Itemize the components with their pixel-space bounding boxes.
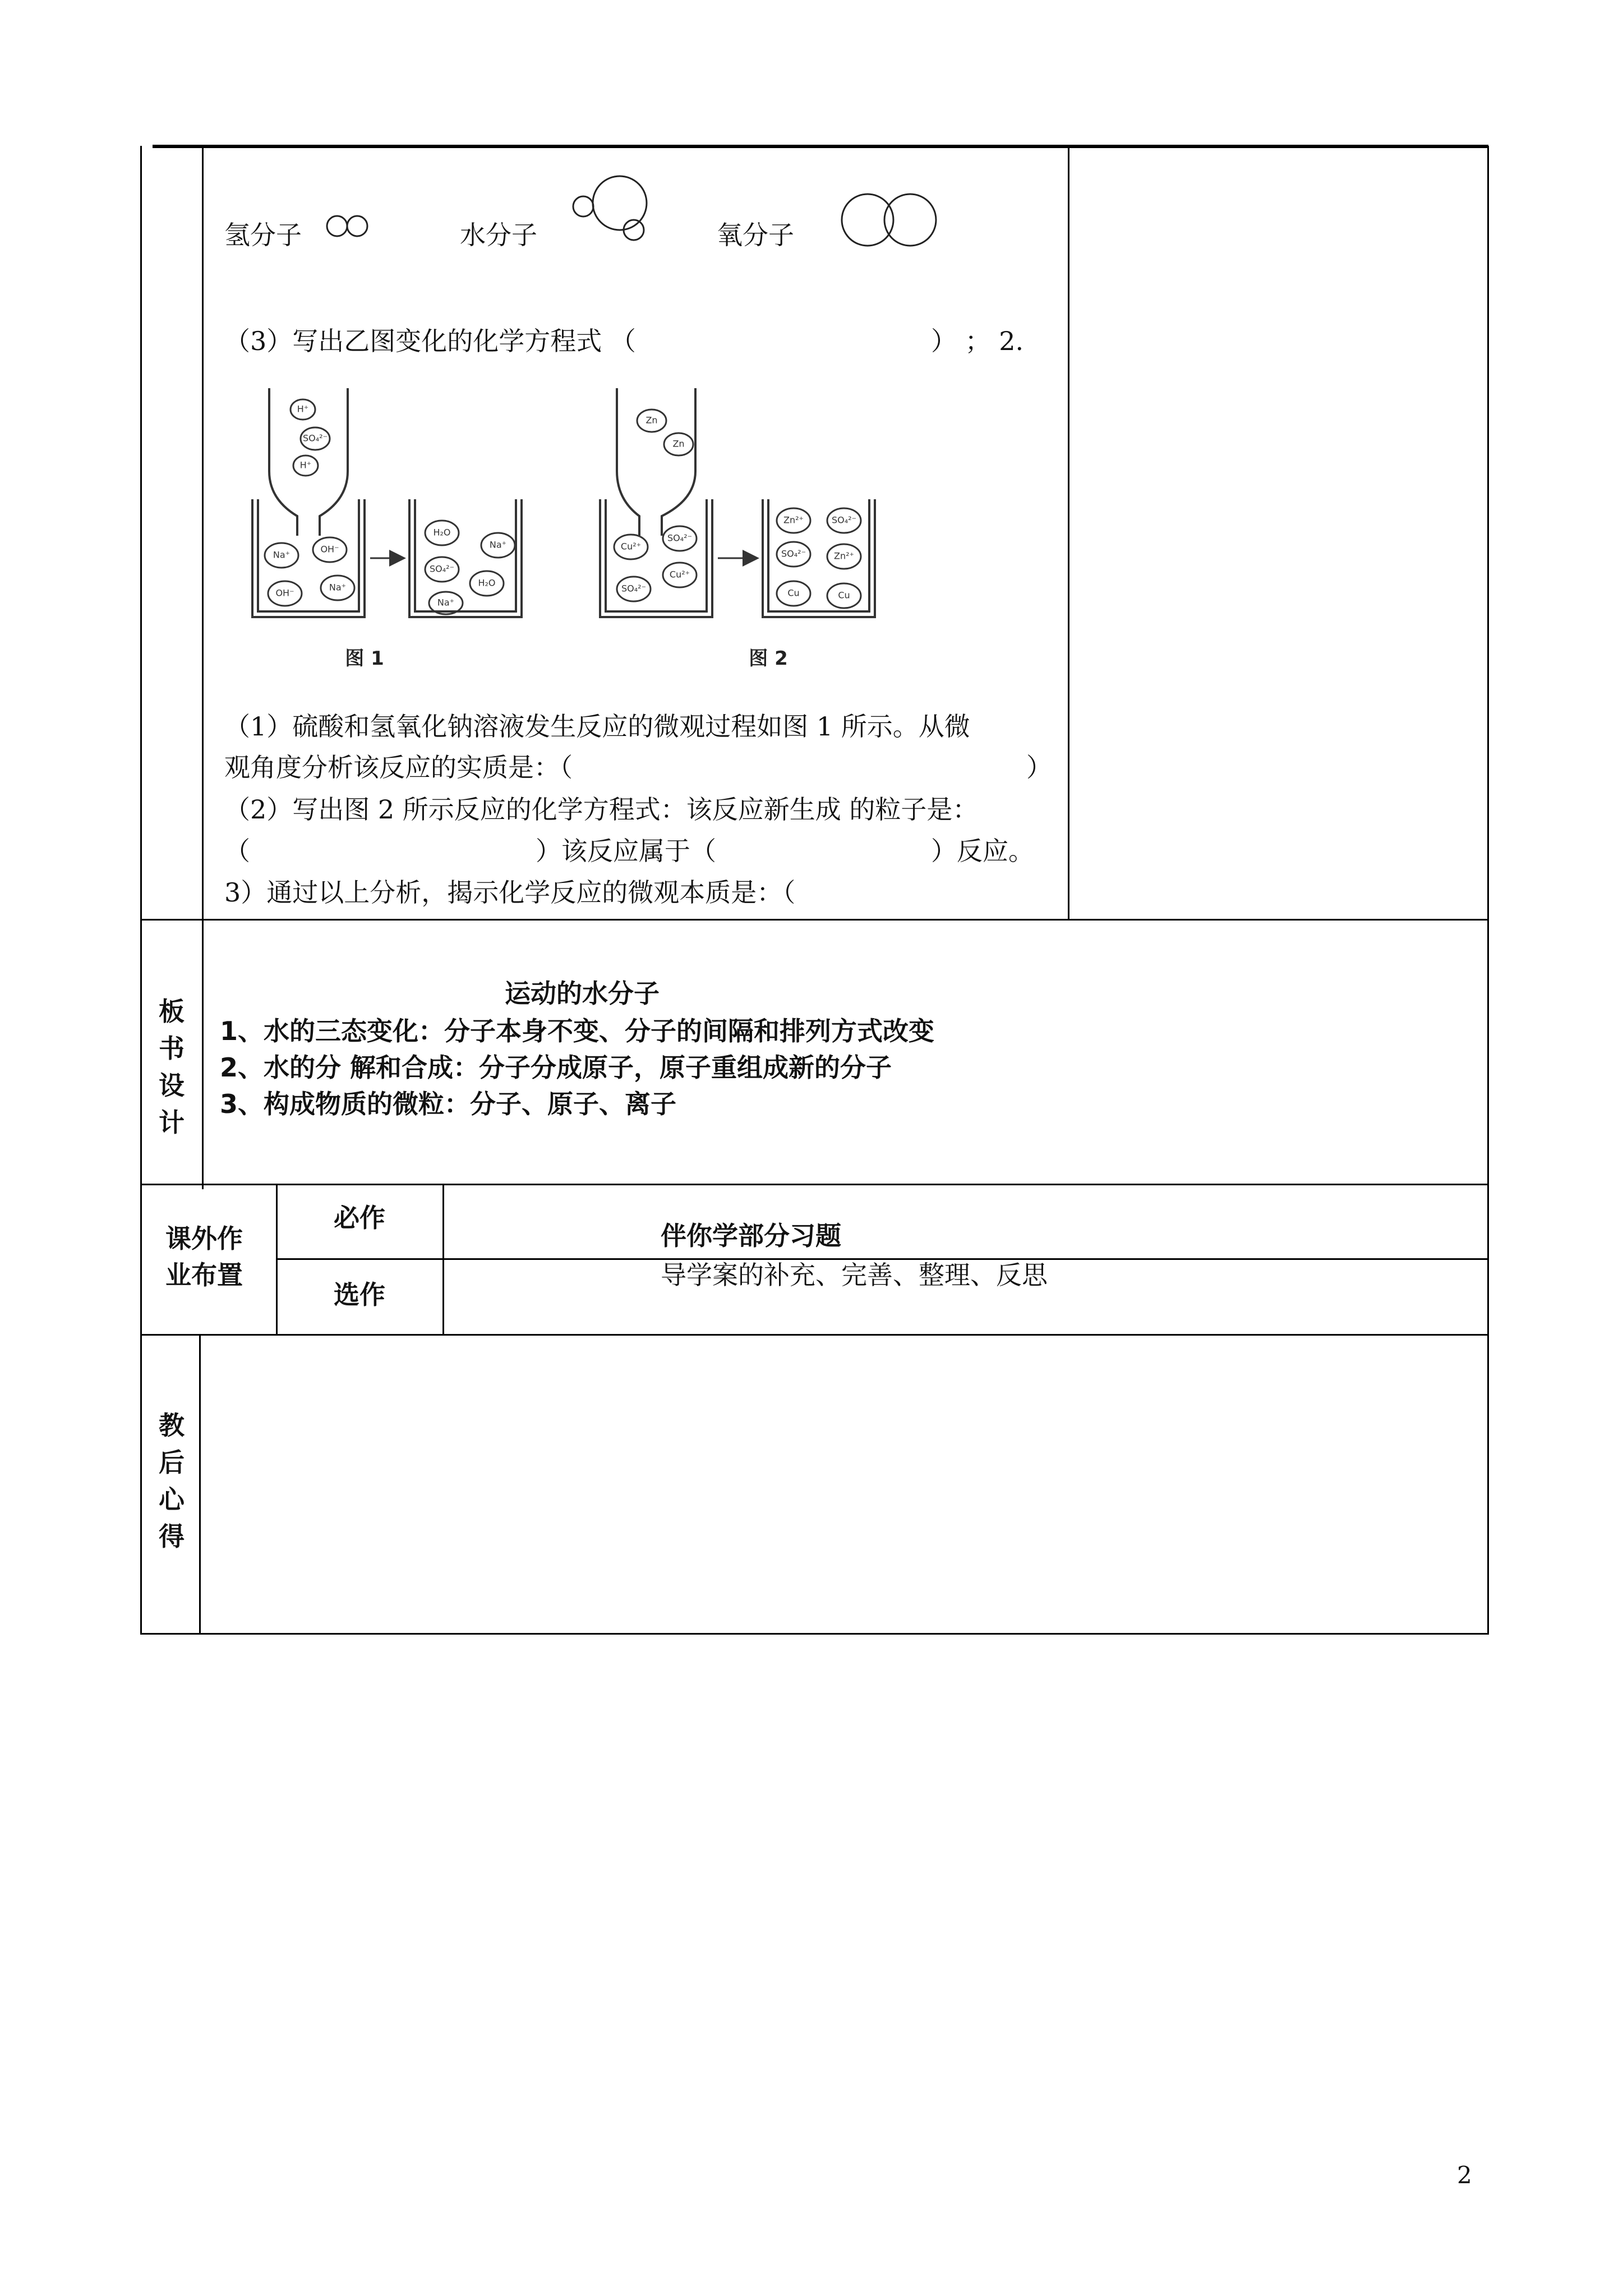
question-2-line-1: （2）写出图 2 所示反应的化学方程式：该反应新生成 的粒子是：: [224, 794, 979, 825]
fig1-funnel-ion: SO₄²⁻: [302, 432, 328, 444]
fig2-funnel-atom: Zn: [645, 415, 658, 426]
homework-side-label-line-1: 课外作: [165, 1223, 243, 1254]
fig2-before-ion: SO₄²⁻: [667, 532, 693, 544]
figure-1-caption: 图 1: [345, 647, 384, 670]
question-3-micro-essence: 3）通过以上分析，揭示化学反应的微观本质是：（: [224, 877, 796, 908]
homework-required-value: 伴你学部分习题: [661, 1221, 841, 1251]
fig1-before-ion: Na⁺: [273, 549, 291, 560]
first-row-right-divider: [1068, 146, 1069, 920]
fig2-before-ion: Cu²⁺: [669, 569, 690, 580]
hydrogen-molecule-icon: [321, 212, 377, 240]
fig1-after-particle: Na⁺: [437, 597, 455, 608]
fig2-funnel-atom: Zn: [672, 438, 685, 449]
row-divider-reflection: [140, 1334, 1489, 1336]
homework-side-label-line-2: 业布置: [165, 1260, 243, 1290]
reflection-label-divider: [199, 1334, 201, 1634]
fig1-funnel-ion: H⁺: [297, 403, 309, 415]
fig1-after-particle: SO₄²⁻: [429, 563, 455, 574]
fig1-before-ion: OH⁻: [320, 544, 339, 555]
question-3-close: ） ； 2.: [931, 326, 1024, 356]
fig2-after-particle: SO₄²⁻: [831, 514, 857, 526]
fig2-after-particle: Zn²⁺: [783, 514, 804, 526]
board-design-side-label: 板 书 设 计: [159, 996, 185, 1138]
fig2-before-ion: SO₄²⁻: [621, 583, 647, 594]
fig1-after-particle: H₂O: [433, 527, 451, 538]
reaction-figures: [236, 381, 914, 684]
table-right-border: [1487, 146, 1489, 1635]
question-2-open-paren: （: [224, 836, 250, 866]
water-molecule-label: 水分子: [460, 220, 537, 250]
question-1-line-2-end: ）: [1026, 752, 1052, 783]
question-1-line-1: （1）硫酸和氢氧化钠溶液发生反应的微观过程如图 1 所示。从微: [224, 711, 970, 742]
oxygen-molecule-icon: [838, 191, 945, 252]
page-number: 2: [1457, 2161, 1472, 2189]
homework-required-label: 必作: [334, 1203, 385, 1233]
hydrogen-molecule-label: 氢分子: [224, 220, 302, 250]
fig1-before-ion: OH⁻: [275, 587, 294, 599]
reflection-side-label: 教 后 心 得: [159, 1410, 185, 1552]
fig2-after-particle: Cu: [838, 590, 850, 601]
board-line-1: 1、水的三态变化：分子本身不变、分子的间隔和排列方式改变: [220, 1016, 935, 1046]
fig2-after-particle: Cu: [787, 587, 800, 599]
water-molecule-icon: [566, 168, 662, 247]
top-rule: [153, 145, 1488, 148]
question-1-line-2-start: 观角度分析该反应的实质是：（: [224, 752, 573, 783]
homework-optional-label: 选作: [334, 1280, 385, 1310]
table-left-border: [140, 146, 142, 1635]
board-title: 运动的水分子: [505, 978, 660, 1009]
fig2-after-particle: Zn²⁺: [834, 550, 854, 562]
first-row-label-divider: [202, 146, 204, 1189]
homework-optional-value: 导学案的补充、完善、整理、反思: [661, 1260, 1048, 1290]
board-line-3: 3、构成物质的微粒：分子、原子、离子: [220, 1089, 677, 1119]
table-bottom-border: [140, 1633, 1489, 1635]
fig2-before-ion: Cu²⁺: [620, 541, 642, 552]
board-line-2: 2、水的分 解和合成：分子分成原子，原子重组成新的分子: [220, 1052, 892, 1083]
fig1-after-particle: H₂O: [478, 577, 496, 588]
question-2-reaction-type-end: ）反应。: [931, 836, 1034, 866]
fig1-after-particle: Na⁺: [489, 539, 507, 550]
fig1-funnel-ion: H⁺: [299, 459, 312, 471]
fig2-after-particle: SO₄²⁻: [781, 548, 806, 559]
oxygen-molecule-label: 氧分子: [717, 220, 794, 250]
question-3-equation: （3）写出乙图变化的化学方程式 （: [224, 326, 636, 356]
row-divider-board: [140, 919, 1489, 921]
row-divider-homework: [140, 1184, 1489, 1185]
figure-2-caption: 图 2: [749, 647, 788, 670]
fig1-before-ion: Na⁺: [329, 582, 347, 593]
question-2-reaction-type-prompt: ）该反应属于（: [536, 836, 716, 866]
